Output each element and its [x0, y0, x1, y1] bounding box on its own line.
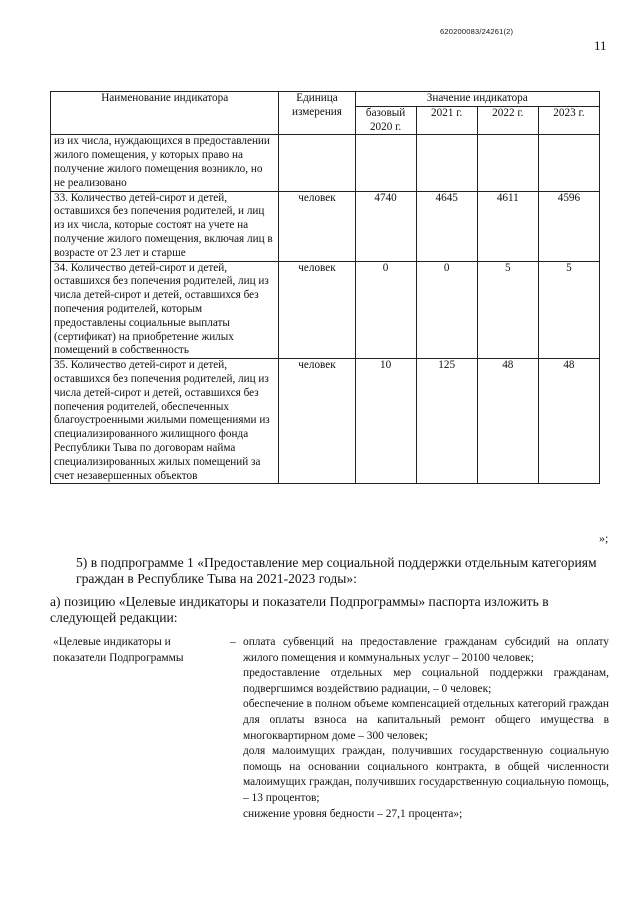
- value-2021: 0: [416, 261, 477, 359]
- header-indicator-value: Значение индикатора: [355, 92, 599, 107]
- list-item: снижение уровня бедности – 27,1 процента»;: [243, 807, 463, 820]
- list-item: обеспечение в полном объеме компенсацией отдельных категорий граждан для оплаты взноса на капитальный ремонт общего имущества в многоквартирном доме – 300 человек;: [243, 698, 609, 742]
- list-item: оплата субвенций на предоставление гражданам субсидий на оплату жилого помещения и коммунальных услуг – 20100 человек;: [243, 636, 609, 664]
- value-2023: 5: [538, 261, 599, 359]
- table-row: [51, 359, 600, 484]
- indicators-table: [50, 91, 600, 484]
- value-base: 0: [355, 261, 416, 359]
- position-label: «Целевые индикаторы и показатели Подпрограммы: [53, 636, 184, 664]
- page-number: 11: [594, 38, 607, 53]
- value-2023: 48: [538, 359, 599, 484]
- paragraph-item-5: 5) в подпрограмме 1 «Предоставление мер социальной поддержки отдельным категориям граждан в Республике Тыва на 2021-2023 годы»:: [76, 555, 597, 586]
- value-base: 10: [355, 359, 416, 484]
- indicator-unit: человек: [279, 359, 355, 484]
- indicator-name: из их числа, нуждающихся в предоставлении жилого помещения, у которых право на получение жилого помещения возникло, но не реализовано: [51, 135, 279, 191]
- table-closing-mark: »;: [599, 531, 609, 545]
- value-2022: [477, 135, 538, 191]
- document-number: 620200083/24261(2): [440, 27, 514, 36]
- header-unit: Единица измерения: [279, 92, 355, 135]
- value-2022: 48: [477, 359, 538, 484]
- position-dash: –: [230, 636, 236, 648]
- value-2022: 4611: [477, 191, 538, 261]
- value-2021: 4645: [416, 191, 477, 261]
- table-row: [51, 261, 600, 359]
- header-year-2022: 2022 г.: [477, 106, 538, 135]
- value-2021: [416, 135, 477, 191]
- value-base: 4740: [355, 191, 416, 261]
- value-base: [355, 135, 416, 191]
- header-year-2021: 2021 г.: [416, 106, 477, 135]
- value-2023: [538, 135, 599, 191]
- indicator-name: 35. Количество детей-сирот и детей, оставшихся без попечения родителей, лиц из числа детей-сирот и детей, оставшихся без попечения родителей, обеспеченных благоустроенными жилыми помещениями из специализированного жилищного фонда Республики Тыва по договорам найма специализированных жилых помещений за счет незавершенных объектов: [51, 359, 279, 484]
- indicator-unit: человек: [279, 261, 355, 359]
- list-item: предоставление отдельных мер социальной поддержки гражданам, подвергшимся воздействию радиации, – 0 человек;: [243, 667, 609, 695]
- indicator-unit: [279, 135, 355, 191]
- table-row: [51, 191, 600, 261]
- value-2021: 125: [416, 359, 477, 484]
- indicator-unit: человек: [279, 191, 355, 261]
- list-item: доля малоимущих граждан, получивших государственную социальную помощь на основании социального контракта, в общей численности малоимущих граждан, получивших государственную социальную помощь, – 13 процентов;: [243, 745, 609, 804]
- header-base-year: базовый 2020 г.: [355, 106, 416, 135]
- paragraph-item-a: а) позицию «Целевые индикаторы и показатели Подпрограммы» паспорта изложить в следующей редакции:: [50, 594, 549, 625]
- value-2022: 5: [477, 261, 538, 359]
- table-row: [51, 135, 600, 191]
- header-year-2023: 2023 г.: [538, 106, 599, 135]
- indicator-name: 34. Количество детей-сирот и детей, оставшихся без попечения родителей, лиц из числа детей-сирот и детей, оставшихся без попечения родителей, которым предоставлены социальные выплаты (сертификат) на приобретение жилых помещений в собственность: [51, 261, 279, 359]
- position-items: [243, 635, 609, 822]
- header-indicator-name: Наименование индикатора: [51, 92, 279, 135]
- value-2023: 4596: [538, 191, 599, 261]
- indicator-name: 33. Количество детей-сирот и детей, оставшихся без попечения родителей, и лиц из их числа, которые состоят на учете на получение жилого помещения, включая лиц в возрасте от 23 лет и старше: [51, 191, 279, 261]
